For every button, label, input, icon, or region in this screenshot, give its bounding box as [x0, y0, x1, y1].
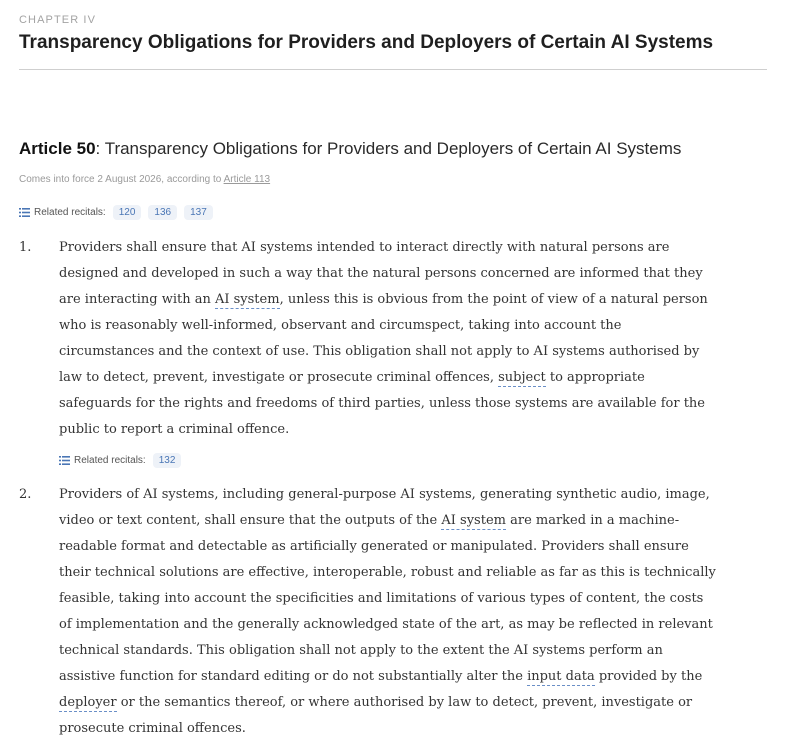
related-recitals-label: Related recitals: [34, 207, 106, 218]
paragraph-text-segment: designed and developed in such a way that the natural persons concerned are informed that they [59, 266, 703, 281]
paragraph-text-segment: technical standards. This obligation shall not apply to the extent the AI systems perform an [59, 643, 663, 658]
paragraph-line [59, 365, 719, 391]
defined-term-link[interactable]: AI system [214, 292, 280, 307]
paragraph-text-segment: feasible, taking into account the specificities and limitations of various types of content, the costs [59, 591, 704, 606]
paragraph-1-recitals [59, 453, 181, 468]
recital-pill-136[interactable]: 136 [148, 205, 177, 220]
paragraph-line [59, 339, 719, 365]
paragraph-line [59, 586, 719, 612]
related-recitals-label: Related recitals: [74, 455, 146, 466]
recital-pill-132[interactable]: 132 [153, 453, 182, 468]
paragraph-line [59, 690, 719, 716]
paragraph-line [59, 534, 719, 560]
paragraph-line [59, 716, 719, 742]
paragraph-line [59, 261, 719, 287]
paragraph-text-segment: their technical solutions are effective, interoperable, robust and reliable as far as this is technically [59, 565, 716, 580]
entry-into-force-text: Comes into force 2 August 2026, according to [19, 174, 224, 185]
paragraph-1 [19, 235, 719, 443]
paragraph-number: 2. [19, 487, 32, 502]
paragraph-text-segment: or the semantics thereof, or where authorised by law to detect, prevent, investigate or [116, 695, 693, 710]
defined-term-link[interactable]: deployer [59, 695, 117, 710]
paragraph-text-segment: to appropriate [545, 370, 645, 385]
paragraph-text-segment: are marked in a machine- [505, 513, 680, 528]
recital-pill-120[interactable]: 120 [113, 205, 142, 220]
article-title: Transparency Obligations for Providers and Deployers of Certain AI Systems [104, 139, 682, 158]
paragraph-text-segment: prosecute criminal offences. [59, 721, 246, 736]
chapter-divider [19, 69, 767, 70]
defined-term-link[interactable]: input data [527, 669, 595, 684]
paragraph-text-segment: readable format and detectable as artificially generated or manipulated. Providers shall ensure [59, 539, 689, 554]
paragraph-text [59, 235, 719, 443]
paragraph-text-segment: who is reasonably well-informed, observant and circumspect, taking into account the [59, 318, 622, 333]
article-number: Article 50 [19, 139, 96, 158]
paragraph-text [59, 482, 719, 742]
paragraph-text-segment: safeguards for the rights and freedoms of third parties, unless those systems are available for the [59, 396, 705, 411]
paragraph-line [59, 313, 719, 339]
recital-pill-137[interactable]: 137 [184, 205, 213, 220]
paragraph-line [59, 560, 719, 586]
paragraph-text-segment: provided by the [594, 669, 703, 684]
article-recitals [19, 205, 213, 220]
paragraph-line [59, 417, 719, 443]
paragraph-text-segment: public to report a criminal offence. [59, 422, 290, 437]
paragraph-number: 1. [19, 240, 32, 255]
paragraph-text-segment: circumstances and the context of use. This obligation shall not apply to AI systems authorised by [59, 344, 700, 359]
paragraph-text-segment: law to detect, prevent, investigate or prosecute criminal offences, [59, 370, 499, 385]
list-icon [19, 208, 30, 217]
paragraph-line [59, 391, 719, 417]
paragraph-text-segment: are interacting with an [59, 292, 215, 307]
chapter-title: Transparency Obligations for Providers and Deployers of Certain AI Systems [19, 32, 714, 53]
paragraph-text-segment: of implementation and the generally acknowledged state of the art, as may be reflected in relevant [59, 617, 713, 632]
paragraph-line [59, 235, 719, 261]
paragraph-text-segment: video or text content, shall ensure that the outputs of the [59, 513, 442, 528]
paragraph-line [59, 638, 719, 664]
paragraph-text-segment: Providers shall ensure that AI systems intended to interact directly with natural persons are [59, 240, 670, 255]
article-title-separator: : [95, 139, 105, 158]
paragraph-line [59, 482, 719, 508]
defined-term-link[interactable]: subject [498, 370, 546, 385]
paragraph-line [59, 664, 719, 690]
chapter-label: CHAPTER IV [19, 14, 97, 26]
entry-into-force-note [19, 174, 270, 185]
article-113-link[interactable]: Article 113 [223, 174, 271, 185]
defined-term-link[interactable]: AI system [441, 513, 506, 528]
list-icon [59, 456, 70, 465]
paragraph-text-segment: Providers of AI systems, including general-purpose AI systems, generating synthetic audio, image, [59, 487, 710, 502]
paragraph-line [59, 612, 719, 638]
paragraph-line [59, 287, 719, 313]
paragraph-2 [19, 482, 719, 742]
paragraph-text-segment: assistive function for standard editing or do not substantially alter the [59, 669, 528, 684]
paragraph-line [59, 508, 719, 534]
paragraph-text-segment: , unless this is obvious from the point of view of a natural person [279, 292, 708, 307]
article-heading [19, 139, 681, 159]
